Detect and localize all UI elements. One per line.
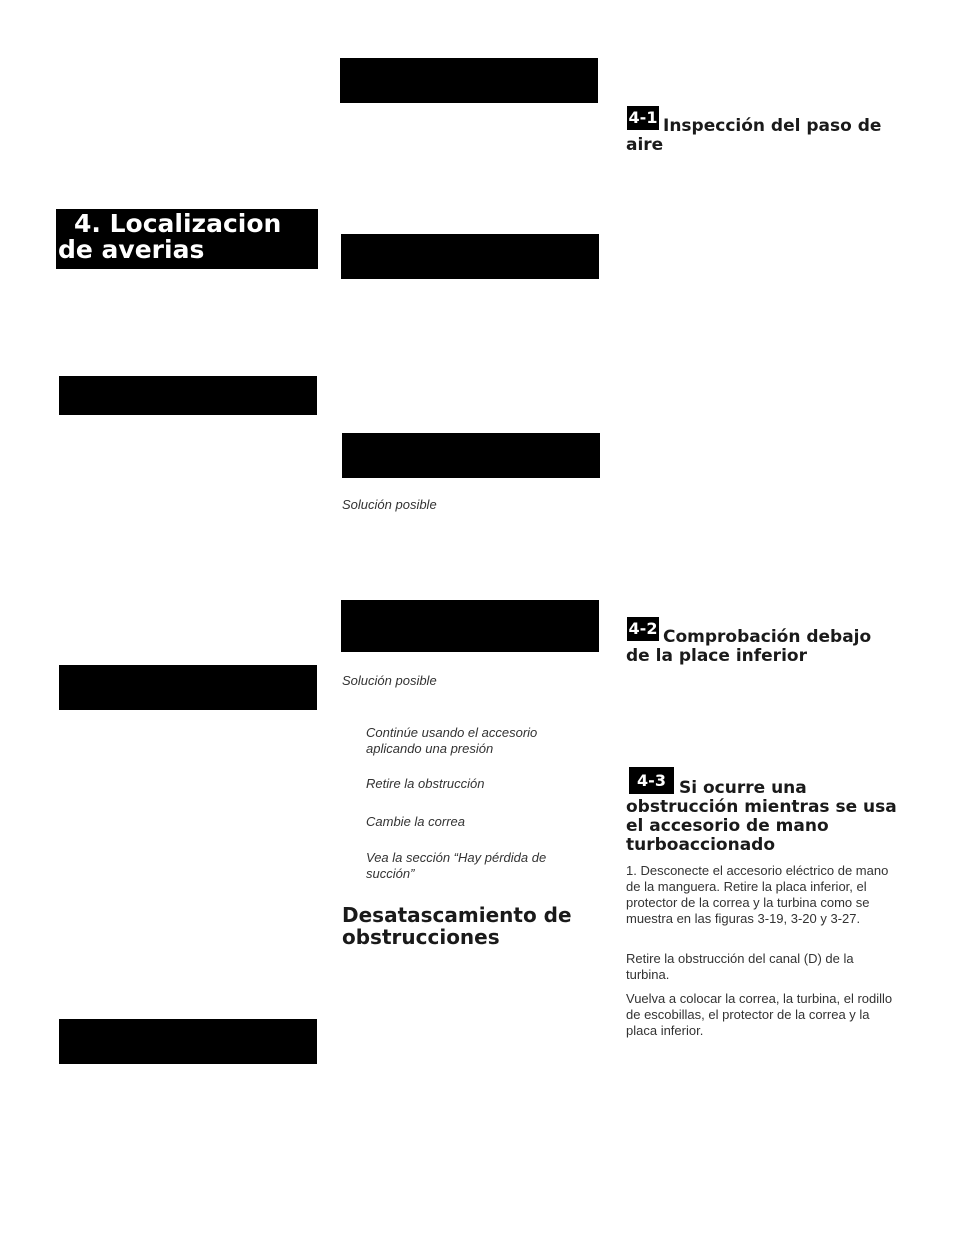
step-badge-4-1: 4-1 xyxy=(627,106,659,130)
redacted-bar-col2-a xyxy=(340,58,598,103)
unclog-heading: Desatascamiento de obstrucciones xyxy=(342,903,572,949)
step-paragraph: Retire la obstrucción del canal (D) de la turbina. xyxy=(626,951,854,982)
redacted-bar-col1-c xyxy=(59,1019,317,1064)
remedy-item: Retire la obstrucción xyxy=(366,776,485,791)
redacted-bar-col2-d xyxy=(341,600,599,652)
solucion-posible-label: Solución posible xyxy=(342,497,437,512)
section-title-line1: 4. Localizacion xyxy=(74,209,282,238)
redacted-bar-col1-a xyxy=(59,376,317,415)
section-title-line2: de averias xyxy=(58,235,205,264)
remedy-item: Vea la sección “Hay pérdida de succión” xyxy=(366,850,547,881)
step-paragraph: 1. Desconecte el accesorio eléctrico de mano de la manguera. Retire la placa inferior, el protector de la correa y la turbina como se muestra en las figuras 3-19, 3-20 y 3-27. xyxy=(626,863,889,926)
step-badge-4-3: 4-3 xyxy=(629,767,674,794)
step-badge-4-2: 4-2 xyxy=(627,617,659,641)
step-title-text: Inspección del paso de aire xyxy=(626,116,882,155)
redacted-bar-col2-c xyxy=(342,433,600,478)
redacted-bar-col2-b xyxy=(341,234,599,279)
step-title-4-3 xyxy=(626,779,916,855)
remedy-item: Cambie la correa xyxy=(366,814,465,829)
step-paragraph: Vuelva a colocar la correa, la turbina, el rodillo de escobillas, el protector de la correa y la placa inferior. xyxy=(626,991,893,1038)
step-title-4-2 xyxy=(626,628,896,666)
step-title-text: Si ocurre una obstrucción mientras se usa el accesorio de mano turboaccionado xyxy=(626,778,897,855)
redacted-bar-col1-b xyxy=(59,665,317,710)
section-title-bar xyxy=(56,209,318,269)
step-title-text: Comprobación debajo de la place inferior xyxy=(626,627,872,666)
remedy-item: Continúe usando el accesorio aplicando una presión xyxy=(366,725,538,756)
step-title-4-1 xyxy=(626,117,916,155)
solucion-posible-label: Solución posible xyxy=(342,673,437,688)
